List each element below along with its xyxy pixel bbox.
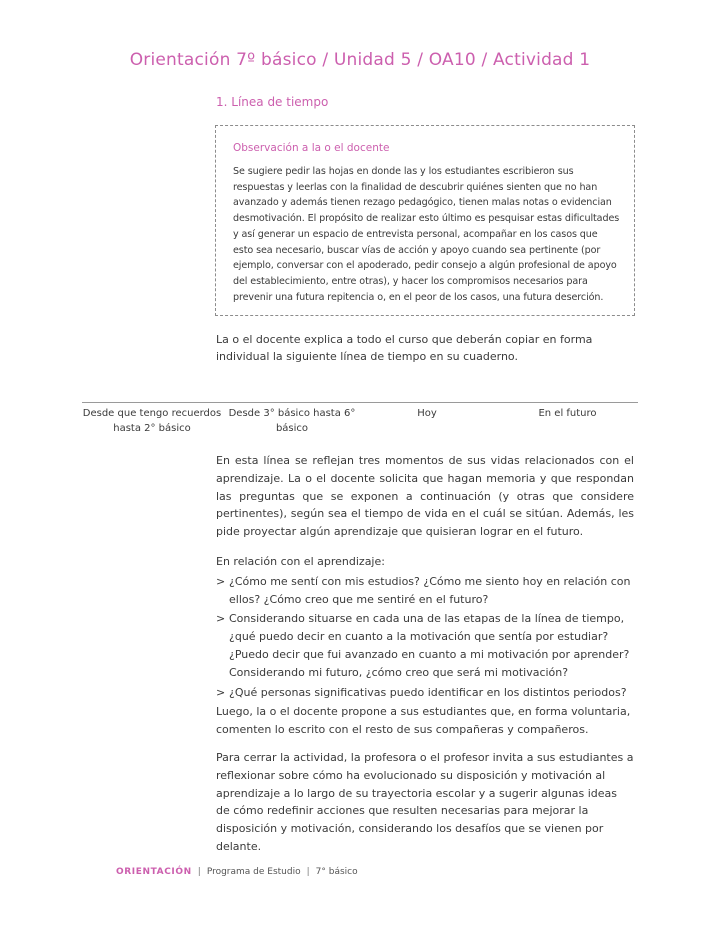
intro-paragraph: La o el docente explica a todo el curso que deberán copiar en forma individual la siguiente línea de tiempo en su cuaderno. [216,333,593,363]
timeline-label-today: Hoy [417,408,437,419]
page-title: Orientación 7º básico / Unidad 5 / OA10 / Actividad 1 [129,50,591,70]
question-list [216,573,634,702]
observation-title: Observación a la o el docente [233,142,390,154]
question-text: ¿Qué personas significativas puedo identificar en los distintos periodos? [229,685,627,699]
bullet-arrow-icon: > [216,612,226,626]
paragraph-timeline-explanation: En esta línea se reflejan tres momentos de sus vidas relacionados con el aprendizaje. La o el docente solicita que hagan memoria y que respondan las preguntas que se exponen a continuación (y otras que considere pertinentes), según sea el tiempo de vida en el cuál se sitúan. Además, les pide proyectar algún aprendizaje que quisieran lograr en el futuro. [216,454,634,539]
footer-program: Programa de Estudio [206,867,301,877]
footer-separator: | [306,867,310,877]
section-heading: 1. Línea de tiempo [216,95,329,109]
question-text: Considerando situarse en cada una de las etapas de la línea de tiempo, ¿qué puedo decir en cuanto a la motivación que sentía por estudiar? ¿Puedo decir que fui avanzado en cuanto a mi motivación por aprender? Considerando mi futuro, ¿cómo creo que será mi motivación? [229,612,630,679]
page-footer [116,867,358,877]
question-text: ¿Cómo me sentí con mis estudios? ¿Cómo me siento hoy en relación con ellos? ¿Cómo creo que me sentiré en el futuro? [229,574,631,606]
timeline-label-early: Desde que tengo recuerdos hasta 2° básico [82,408,222,434]
paragraph-sharing: Luego, la o el docente propone a sus estudiantes que, en forma voluntaria, comenten lo escrito con el resto de sus compañeras y compañeros. [216,705,631,737]
timeline-rule [82,402,638,403]
question-item [216,684,634,702]
observation-text: Se sugiere pedir las hojas en donde las y los estudiantes escribieron sus respuestas y leerlas con la finalidad de descubrir quiénes sienten que no han avanzado y además tienen rezago pedagógico, tienen malas notas o evidencian desmotivación. El propósito de realizar esto último es pesquisar estas dificultades y así generar un espacio de entrevista personal, acompañar en los casos que esto sea necesario, buscar vías de acción y apoyo cuando sea pertinente (por ejemplo, conversar con el apoderado, pedir consejo a algún profesional de apoyo del establecimiento, entre otras), y hacer los compromisos necesarios para prevenir una futura repitencia o, en el peor de los casos, una futura deserción. [233,166,620,303]
paragraph-lead: En relación con el aprendizaje: [216,554,385,568]
main-content [216,452,634,856]
paragraph-closing: Para cerrar la actividad, la profesora o el profesor invita a sus estudiantes a reflexionar sobre cómo ha evolucionado su disposición y motivación al aprendizaje a lo largo de su trayectoria escolar y a sugerir algunas ideas de cómo redefinir acciones que resulten necesarias para mejorar la disposición y motivación, considerando los desafíos que se vienen por delante. [216,750,634,853]
timeline-label-middle: Desde 3° básico hasta 6° básico [228,408,356,434]
question-item [216,610,634,681]
bullet-arrow-icon: > [216,685,226,699]
bullet-arrow-icon: > [216,574,226,588]
teacher-observation-box [215,125,635,316]
question-item [216,573,634,609]
footer-brand: ORIENTACIÓN [116,867,192,877]
footer-grade: 7° básico [315,867,358,877]
footer-separator: | [197,867,201,877]
timeline-label-future: En el futuro [538,408,597,419]
